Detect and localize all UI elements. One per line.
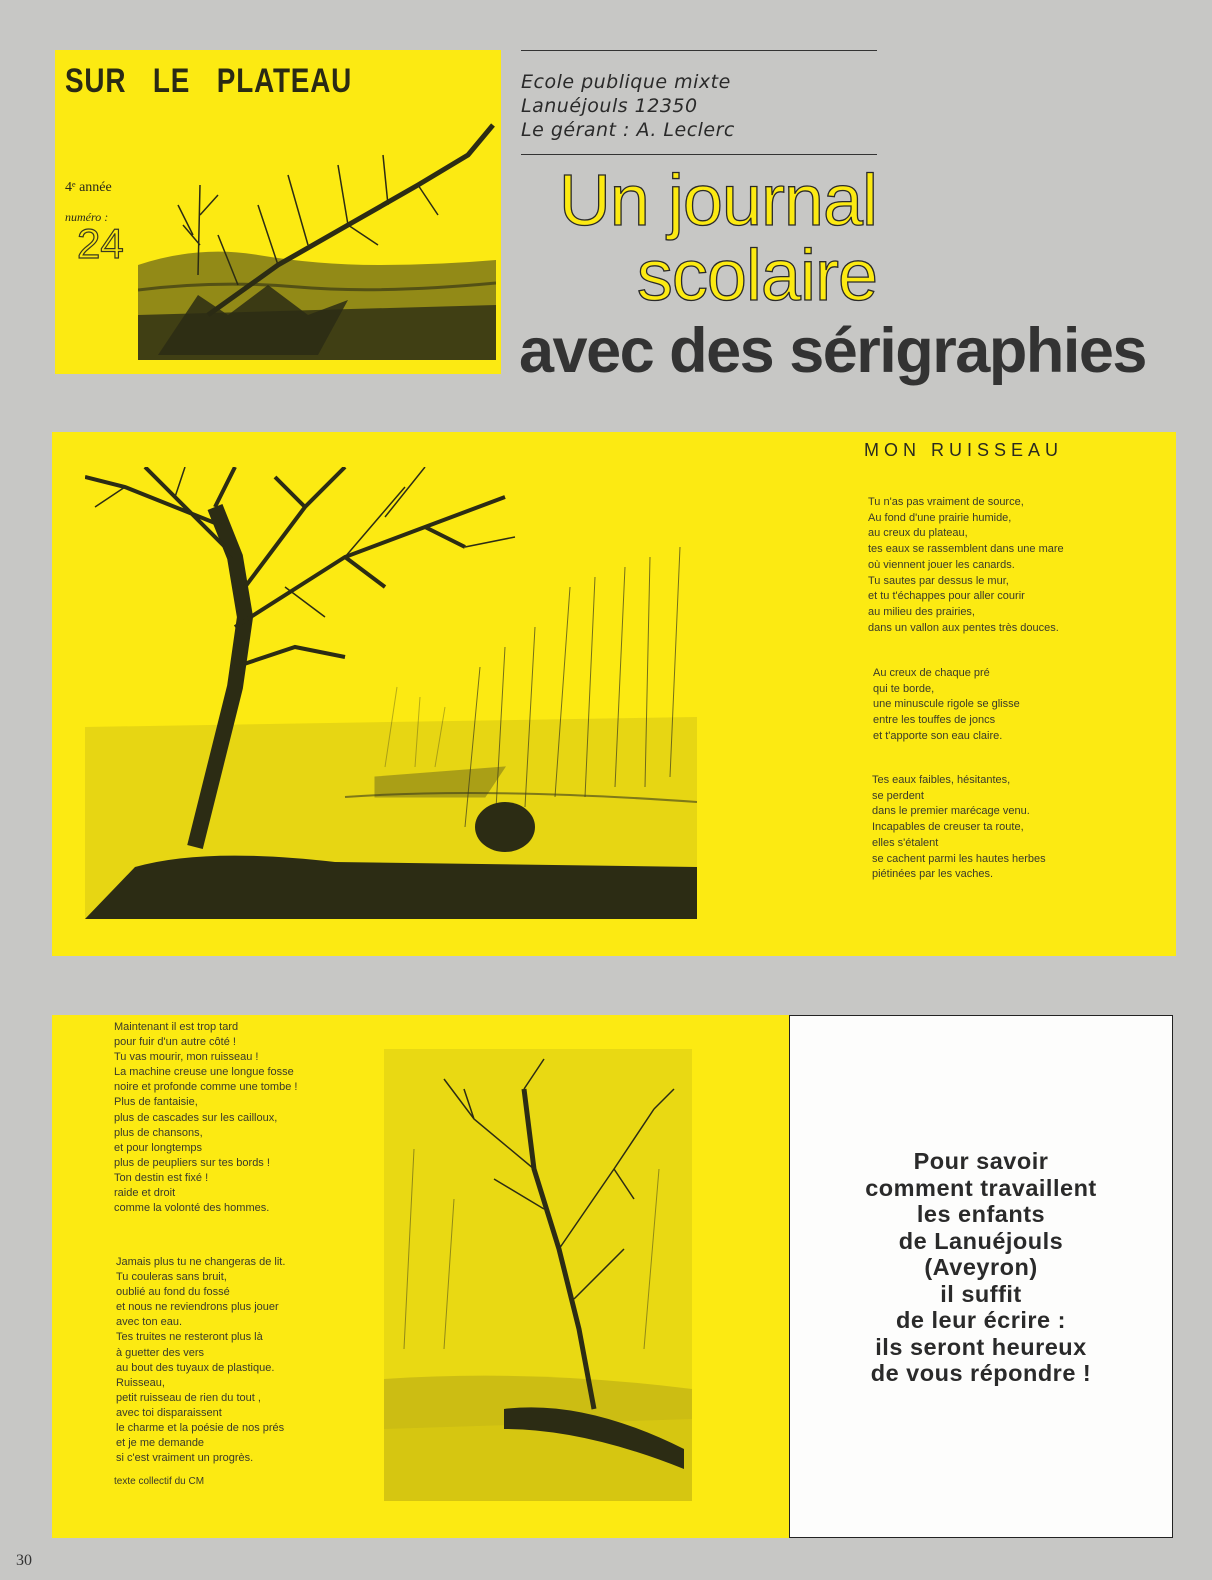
poem-stanza-5-line: avec ton eau. xyxy=(116,1316,183,1329)
callout-line: Pour savoir xyxy=(913,1148,1049,1174)
poem-stanza-1-line: dans un vallon aux pentes très douces. xyxy=(868,621,1059,634)
poem-stanza-1 xyxy=(868,495,1064,636)
poem-stanza-2-line: qui te borde, xyxy=(873,682,935,695)
header-rule-bottom xyxy=(521,154,877,155)
poem-stanza-2-line: et t'apporte son eau claire. xyxy=(873,729,1003,742)
poem-stanza-1-line: tes eaux se rassemblent dans une mare xyxy=(868,543,1064,556)
cover-photo-fallen-tree xyxy=(138,115,496,360)
cover-number-label: numéro : xyxy=(65,210,109,224)
poem-stanza-5-line: Jamais plus tu ne changeras de lit. xyxy=(116,1256,286,1268)
poem-stanza-4-line: comme la volonté des hommes. xyxy=(114,1202,270,1215)
poem-stanza-2-line: une minuscule rigole se glisse xyxy=(873,698,1020,711)
poem-stanza-4-line: et pour longtemps xyxy=(114,1141,203,1154)
poem-stanza-4-line: pour fuir d'un autre côté ! xyxy=(114,1036,236,1049)
headline-line-2: scolaire xyxy=(636,236,877,316)
poem-panel-top xyxy=(52,432,1176,956)
poem-stanza-4-line: Tu vas mourir, mon ruisseau ! xyxy=(114,1051,259,1064)
poem-stanza-3-line: Tes eaux faibles, hésitantes, xyxy=(872,774,1011,786)
callout-line: ils seront heureux xyxy=(875,1333,1087,1360)
poem-stanza-5-line: Ruisseau, xyxy=(116,1376,165,1389)
poem-stanza-5 xyxy=(116,1255,285,1466)
poem-stanza-4-line: plus de peupliers sur tes bords ! xyxy=(114,1156,270,1169)
school-manager: Le gérant : A. Leclerc xyxy=(521,119,735,141)
poem-stanza-3-line: piétinées par les vaches. xyxy=(872,868,994,881)
contact-callout xyxy=(789,1015,1173,1538)
poem-stanza-4 xyxy=(114,1020,297,1216)
poem-stanza-1-line: et tu t'échappes pour aller courir xyxy=(868,590,1025,603)
poem-stanza-4-line: Plus de fantaisie, xyxy=(114,1096,198,1109)
poem-stanza-5-line: Tu couleras sans bruit, xyxy=(116,1271,227,1284)
poem-stanza-3-line: se perdent xyxy=(872,789,924,802)
callout-line: de vous répondre ! xyxy=(870,1360,1092,1386)
cover-year: 4ᵉ année xyxy=(65,180,112,195)
poem-stanza-1-line: Tu sautes par dessus le mur, xyxy=(868,574,1009,587)
poem-stanza-1-line: Tu n'as pas vraiment de source, xyxy=(868,496,1024,508)
callout-text xyxy=(790,1148,1172,1387)
school-info xyxy=(521,70,877,142)
callout-line: comment travaillent xyxy=(865,1174,1097,1201)
school-address: Lanuéjouls 12350 xyxy=(521,95,698,117)
poem-stanza-4-line: La machine creuse une longue fosse xyxy=(114,1066,294,1079)
poem-stanza-3-line: se cachent parmi les hautes herbes xyxy=(872,852,1046,865)
headline-line-1: Un journal xyxy=(558,161,877,241)
poem-stanza-5-line: et je me demande xyxy=(116,1437,205,1450)
poem-stanza-1-line: au milieu des prairies, xyxy=(868,605,975,618)
poem-stanza-5-line: avec toi disparaissent xyxy=(116,1406,222,1419)
poem-stanza-5-line: Tes truites ne resteront plus là xyxy=(116,1331,263,1344)
headline-subtitle: avec des sérigraphies xyxy=(519,316,1146,386)
page-number: 30 xyxy=(16,1552,32,1569)
poem-stanza-4-line: plus de cascades sur les cailloux, xyxy=(114,1111,278,1124)
school-name: Ecole publique mixte xyxy=(521,71,731,93)
poem-stanza-4-line: raide et droit xyxy=(114,1187,176,1200)
poem-stanza-5-line: si c'est vraiment un progrès. xyxy=(116,1452,254,1465)
poem-stanza-4-line: Maintenant il est trop tard xyxy=(114,1021,239,1033)
poem-stanza-5-line: au bout des tuyaux de plastique. xyxy=(116,1361,275,1374)
poem-stanza-2 xyxy=(873,666,1020,745)
poem-stanza-5-line: le charme et la poésie de nos prés xyxy=(116,1422,285,1435)
poem-stanza-2-line: Au creux de chaque pré xyxy=(873,667,990,679)
poem-stanza-5-line: oublié au fond du fossé xyxy=(116,1286,230,1299)
poem-stanza-3-line: elles s'étalent xyxy=(872,836,939,849)
callout-line: (Aveyron) xyxy=(924,1254,1038,1280)
callout-line: il suffit xyxy=(940,1280,1022,1307)
journal-cover xyxy=(55,50,501,374)
poem-stanza-3-line: Incapables de creuser ta route, xyxy=(872,821,1024,834)
photo-leaning-tree-by-ditch xyxy=(384,1049,692,1501)
poem-stanza-1-line: Au fond d'une prairie humide, xyxy=(868,511,1012,524)
poem-stanza-5-line: et nous ne reviendrons plus jouer xyxy=(116,1301,279,1314)
callout-line: les enfants xyxy=(916,1201,1046,1227)
cover-number: 24 xyxy=(77,220,124,267)
photo-tree-by-pond xyxy=(85,467,697,919)
poem-credit: texte collectif du CM xyxy=(114,1476,205,1487)
poem-stanza-1-line: où viennent jouer les canards. xyxy=(868,558,1015,571)
poem-panel-bottom xyxy=(52,1015,794,1538)
poem-stanza-2-line: entre les touffes de joncs xyxy=(873,714,996,727)
poem-stanza-3-line: dans le premier marécage venu. xyxy=(872,805,1030,818)
callout-line: de leur écrire : xyxy=(896,1307,1066,1333)
poem-stanza-1-line: au creux du plateau, xyxy=(868,527,968,540)
poem-title: MON RUISSEAU xyxy=(864,440,1064,460)
poem-stanza-4-line: Ton destin est fixé ! xyxy=(114,1171,209,1184)
poem-stanza-4-line: noire et profonde comme une tombe ! xyxy=(114,1081,298,1094)
poem-stanza-5-line: petit ruisseau de rien du tout , xyxy=(116,1391,261,1404)
poem-stanza-5-line: à guetter des vers xyxy=(116,1346,205,1359)
poem-stanza-3 xyxy=(872,773,1046,883)
header-rule-top xyxy=(521,50,877,51)
callout-line: de Lanuéjouls xyxy=(898,1227,1064,1254)
poem-stanza-4-line: plus de chansons, xyxy=(114,1126,203,1139)
cover-title: SUR LE PLATEAU xyxy=(65,62,353,100)
